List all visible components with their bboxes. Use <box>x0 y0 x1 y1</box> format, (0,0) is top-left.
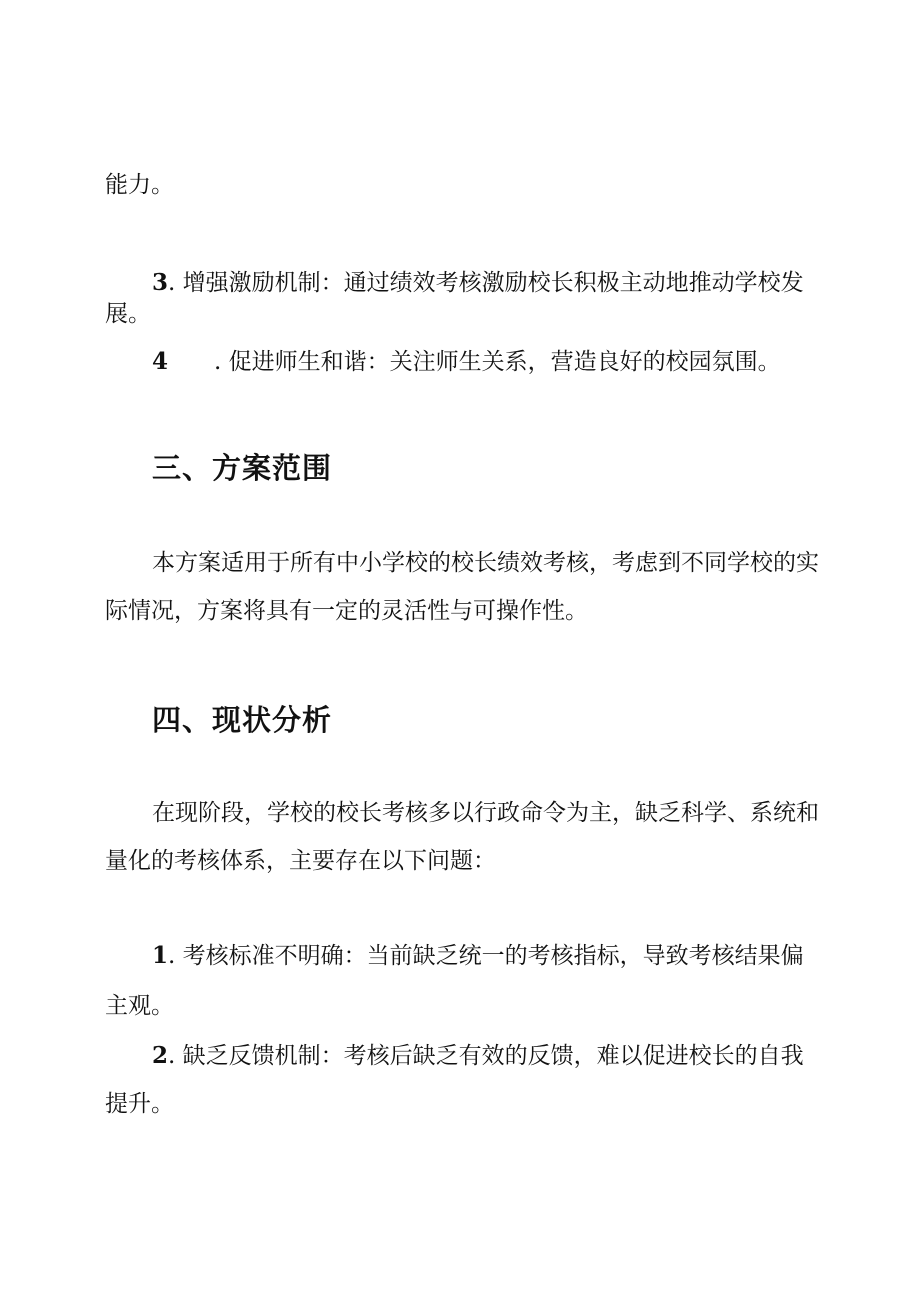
list-item-1-continuation: 主观。 <box>105 993 174 1019</box>
list-item-3 <box>152 268 804 298</box>
list-item-2-continuation: 提升。 <box>105 1091 174 1117</box>
paragraph-line: 际情况，方案将具有一定的灵活性与可操作性。 <box>105 598 588 624</box>
list-item-4 <box>152 347 781 377</box>
list-number: 4 <box>152 348 169 375</box>
list-item-2 <box>152 1041 804 1071</box>
section-heading-scope: 三、方案范围 <box>152 451 333 485</box>
paragraph-line: 在现阶段，学校的校长考核多以行政命令为主，缺乏科学、系统和 <box>152 800 819 826</box>
list-number: 3 <box>152 269 169 296</box>
list-text: . 考核标准不明确：当前缺乏统一的考核指标，导致考核结果偏 <box>168 943 804 969</box>
list-text: . 增强激励机制：通过绩效考核激励校长积极主动地推动学校发 <box>168 270 804 296</box>
list-number: 2 <box>152 1042 169 1069</box>
list-number: 1 <box>152 942 169 969</box>
list-text: . 促进师生和谐：关注师生关系，营造良好的校园氛围。 <box>214 349 781 375</box>
list-item-3-continuation: 展。 <box>105 301 151 327</box>
list-text: . 缺乏反馈机制：考核后缺乏有效的反馈，难以促进校长的自我 <box>168 1043 804 1069</box>
paragraph-line: 本方案适用于所有中小学校的校长绩效考核，考虑到不同学校的实 <box>152 550 819 576</box>
section-heading-analysis: 四、现状分析 <box>152 703 333 737</box>
paragraph-line: 量化的考核体系，主要存在以下问题： <box>105 848 496 874</box>
list-item-1 <box>152 941 804 971</box>
paragraph-continuation: 能力。 <box>105 172 174 198</box>
